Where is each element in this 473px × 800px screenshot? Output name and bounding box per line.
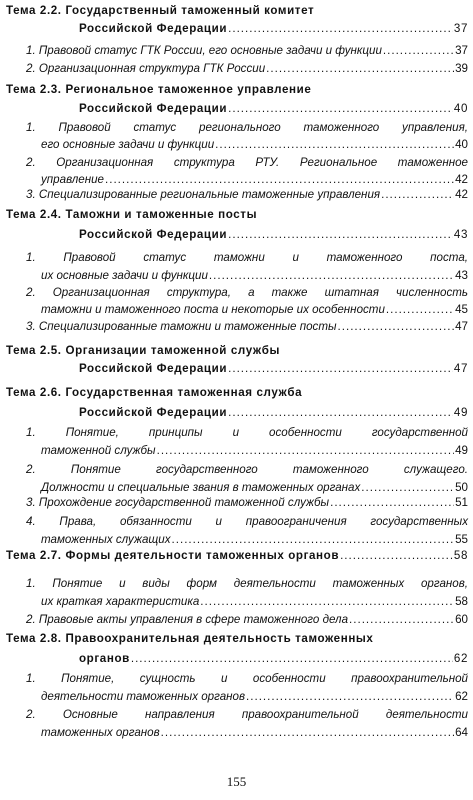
topic-heading-text: Российской Федерации [79,102,228,115]
toc-item-text: управление [41,173,105,186]
topic-heading [79,651,468,667]
dot-leader [157,443,455,458]
page-ref: 64 [455,726,468,739]
dot-leader [228,101,453,117]
topic-heading: Тема 2.3. Региональное таможенное управление [6,83,312,96]
toc-item-text: их краткая характеристика [41,595,200,608]
dot-leader [266,61,454,76]
toc-item [41,725,468,740]
toc-item [26,495,468,510]
toc-item-text: 3. Прохождение государственной таможенной службы [26,496,330,509]
dot-leader [215,137,454,152]
topic-heading: Тема 2.4. Таможни и таможенные посты [6,208,258,221]
dot-leader [228,227,453,243]
toc-item: 4. Права, обязанности и правоограничения государственных [26,515,468,528]
dot-leader [361,480,454,495]
page-ref: 42 [455,188,468,201]
page-ref: 45 [455,303,468,316]
dot-leader [228,405,453,421]
toc-item: 1. Понятие, сущность и особенности правоохранительной [26,672,468,685]
toc-item-text: Должности и специальные звания в таможенных органах [41,481,361,494]
topic-heading [79,21,468,37]
topic-heading-text: Российской Федерации [79,406,228,419]
page-ref: 50 [455,481,468,494]
topic-heading-text: Российской Федерации [79,362,228,375]
toc-item-text: 2. Правовые акты управления в сфере таможенного дела [26,613,349,626]
topic-heading [6,548,468,564]
page-ref: 47 [453,362,468,375]
page-ref: 49 [455,444,468,457]
topic-heading [79,227,468,243]
toc-item [26,61,468,76]
toc-item-text: 1. Правовой статус ГТК России, его основные задачи и функции [26,44,382,57]
toc-item: 1. Правовой статус таможни и таможенного поста, [26,251,468,264]
toc-item [41,137,468,152]
dot-leader [161,725,454,740]
toc-item-text: 2. Организационная структура ГТК России [26,62,266,75]
page-ref: 37 [453,22,468,35]
toc-item [41,594,468,609]
topic-heading-text: Российской Федерации [79,228,228,241]
page-ref: 58 [455,595,468,608]
topic-heading-text: Российской Федерации [79,22,228,35]
page-ref: 39 [455,62,468,75]
dot-leader [349,612,454,627]
page-ref: 40 [455,138,468,151]
toc-item [41,443,468,458]
toc-item-text: таможенных органов [41,726,160,739]
toc-item-text: таможенной службы [41,444,156,457]
page-ref: 62 [453,652,468,665]
toc-item: 1. Понятие и виды форм деятельности таможенных органов, [26,577,468,590]
toc-item: 2. Понятие государственного таможенного служащего. [26,463,468,476]
dot-leader [209,268,454,283]
toc-item-text: таможни и таможенного поста и некоторые их особенности [41,303,385,316]
dot-leader [383,43,454,58]
toc-item-text: деятельности таможенных органов [41,690,246,703]
page-ref: 60 [455,613,468,626]
dot-leader [105,172,454,187]
page-ref: 49 [453,406,468,419]
toc-item: 2. Организационная структура РТУ. Региональное таможенное [26,156,468,169]
page-ref: 42 [455,173,468,186]
dot-leader [340,548,453,564]
toc-item-text: их основные задачи и функции [41,269,208,282]
dot-leader [131,651,453,667]
page-ref: 58 [453,549,468,562]
toc-item [41,268,468,283]
toc-item-text: его основные задачи и функции [41,138,215,151]
topic-heading: Тема 2.6. Государственная таможенная служба [6,386,303,399]
toc-item [26,43,468,58]
topic-heading: Тема 2.2. Государственный таможенный комитет [6,4,315,17]
dot-leader [172,532,455,547]
topic-heading-text: Тема 2.7. Формы деятельности таможенных органов [6,549,340,562]
dot-leader [200,594,454,609]
topic-heading [79,101,468,117]
dot-leader [338,319,455,334]
toc-item [26,187,468,202]
page-number: 155 [226,774,247,789]
page-ref: 55 [455,533,468,546]
dot-leader [386,302,454,317]
dot-leader [228,21,453,37]
dot-leader [381,187,454,202]
toc-item-text: 3. Специализированные таможни и таможенные посты [26,320,337,333]
topic-heading [79,405,468,421]
toc-item [26,319,468,334]
page-ref: 43 [455,269,468,282]
toc-item [41,689,468,704]
page-ref: 47 [455,320,468,333]
topic-heading [79,361,468,377]
topic-heading: Тема 2.5. Организации таможенной службы [6,344,280,357]
page-ref: 43 [453,228,468,241]
dot-leader [246,689,454,704]
page-ref: 51 [455,496,468,509]
toc-item [26,612,468,627]
page-ref: 37 [455,44,468,57]
toc-item [41,480,468,495]
toc-item: 2. Организационная структура, а также штатная численность [26,286,468,299]
toc-item: 2. Основные направления правоохранительной деятельности [26,708,468,721]
topic-heading: Тема 2.8. Правоохранительная деятельность таможенных [6,632,374,645]
topic-heading-text: органов [79,652,130,665]
toc-item-text: 3. Специализированные региональные таможенные управления [26,188,381,201]
dot-leader [330,495,454,510]
dot-leader [228,361,453,377]
page-ref: 62 [455,690,468,703]
toc-item-text: таможенных служащих [41,533,171,546]
toc-item: 1. Правовой статус регионального таможенного управления, [26,121,468,134]
toc-item [41,302,468,317]
toc-item [41,172,468,187]
toc-item: 1. Понятие, принципы и особенности государственной [26,426,468,439]
toc-item [41,532,468,547]
page-ref: 40 [453,102,468,115]
